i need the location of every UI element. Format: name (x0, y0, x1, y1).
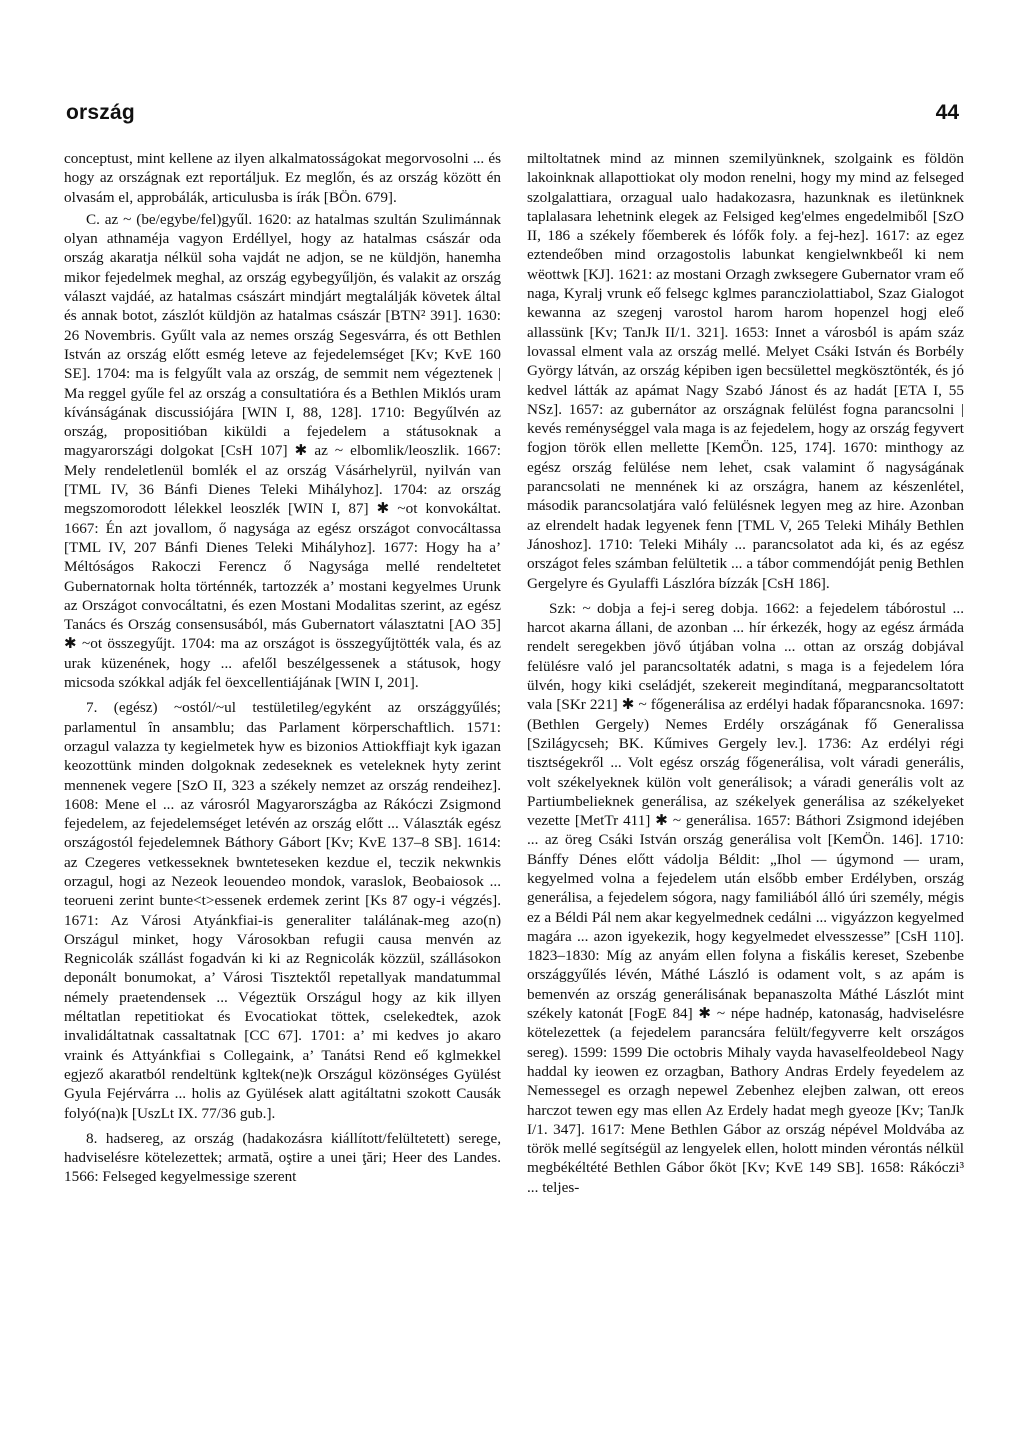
paragraph: C. az ~ (be/egybe/fel)gyűl. 1620: az hatalmas szultán Szulimánnak olyan athnaméja vagyon Erdéllyel, hogy az hatalmas császár oda ország akaratja nélkül soha vajdát ne adjon, se ne küldjön, hanemha mikor fejedelmek meghal, az ország egybegyűljön, és valakit az ország választ vajdáé, az hatalmas császárt mindjárt megtalálják követek által és annak botot, zászlót küldjön az hatalmas császár [BTN² 391]. 1630: 26 Novembris. Gyűlt vala az nemes ország Segesvárra, és ott Bethlen István az ország előtt esmég leteve az fejedelemséget [Kv; KvE 160 SE]. 1704: ma is felgyűlt vala az ország, de semmit nem végeztenek | Ma reggel gyűle fel az ország a consultatióra és a Bethlen Miklós uram kívánságának discussiójára [WIN I, 88, 128]. 1710: Begyűlvén az ország, propositióban kiküldi a fejedelem a státusoknak a magyarországi dolgokat [CsH 107] ✱ az ~ elbomlik/leoszlik. 1667: Mely rendeletlenül bomlék el az ország Vásárhelyrül, nyilván van [TML IV, 36 Bánfi Dienes Teleki Mihályhoz]. 1704: az ország megszomorodott lélekkel leoszlék [WIN I, 87] ✱ ~ot konvokáltat. 1667: Én azt jovallom, ő nagysága az egész országot convocáltassa [TML IV, 207 Bánfi Dienes Teleki Mihályhoz]. 1677: Hogy ha a’ Méltóságos Rakoczi Ferencz ő Nagysága mellé rendeltetet Gubernatornak holta történnék, tartozzék a’ mostani kegyelmes Urunk az Országot convocáltatni, és ezen Mostani Modalitas szerint, az egész Tanács és Ország consensusából, más Gubernatort választatni [AO 35] ✱ ~ot összegyűjt. 1704: ma az országot is összegyűjtötték vala, és az urak küzenének, hogy ... afelől beszélgessenek a státusok, hogy micsoda szókkal adják fel öexcellentiájának [WIN I, 201]. (64, 210, 501, 692)
paragraph: 7. (egész) ~ostól/~ul testületileg/egyként az országgyűlés; parlamentul în ansamblu; das Parlament körperschaftlich. 1571: orzagul valazza ty kegielmetek hyw es bizonios Attiokffiajt kyk igazan keozottünk minden dolgoknak zedeseknek es veteleknek hyty zerint mennenek vegere [SzO II, 323 a székely nemzet az ország rendeihez]. 1608: Mene el ... az városról Magyarországba az Rákóczi Zsigmond fejedelem, az fejedelemséget letévén az ország előtt ... Választák egész országostól fejedelemnek Báthory Gábort [Kv; KvE 137–8 SB]. 1614: az Czegeres vetkesseknek bwnteteseken kezdue el, teczik nekwnkis orzagul, hogi az Nezeok leouendeo mondok, varaslok, Beobaiosok ... teorueni zerint bunte<t>essenek erdemek zerint [Ks 87 ogy-i végzés]. 1671: Az Városi Atyánkfiai-is generaliter találának-meg azo(n) Országul minket, hogy Városokban refugii causa menvén az Regnicolák szállást fogadván ki ki az Regnicolák közzül, szállásokon deponált bonumokat, a’ Városi Tisztektől repetallyak mandatummal némely praetendensek ... Végeztük Országul hogy az kik illyen méltatlan repetitiokat és Evocatiokat töttek, cselekedtek, azok invalidáltatnak cassaltatnak [CC 67]. 1701: a’ mi kedves jo akaro vraink és Attyánkfiai s Collegaink, a’ Tanátsi Rend eő kglmekkel egjező akaratból rendeltünk kgltek(ne)k Országul közönséges Gyülést Gyula Fejérvárra ... holis az Gyülések alatt agitáltatni szokott Causák folyó(na)k [UszLt IX. 77/36 gub.]. (64, 699, 501, 1122)
paragraph: conceptust, mint kellene az ilyen alkalmatosságokat megorvosolni ... és hogy az országnak ezt reportáljuk. Ez meglőn, és az ország között én olvasám el, approbálák, articulusba is írák [BÖn. 679]. (64, 150, 501, 206)
left-column (64, 149, 501, 1187)
right-column (527, 149, 964, 1197)
paragraph: miltoltatnek mind az minnen szemilyünknek, szolgaink es földön lakoinknak allapottiokat oly modon renelni, hogy my mind az felseged szolgalattiara, orzagual ualo hadakozasra, hazunknak es iletünknek taplalasara lehetnink elegek az Felsiged keg'elmes engedelmiből [SzO II, 186 a székely főemberek és lófők foly. a fej-hez]. 1617: az egez eztendeőben mind orzagostolis labunkat kengielwnkbeől ki nem wёottwk [KJ]. 1621: az mostani Orzagh zwksegere Gubernator vram eő naga, Kyralj vrunk eő felsegc kglmes parancziolattiabol, Szaz Gialogot kewanna az szegenj varostol harom harom hopenzel hogj eleő allassünk [Kv; TanJk II/1. 321]. 1653: Innet a városból is apám száz lovassal elment vala az ország mellé. Melyet Csáki István és Borbély György látván, az ország képiben igen becsülettel megkösztönték, és jó kedvel látták az apámat Nagy Szabó Jánost és az hadát [ETA I, 55 NSz]. 1657: az gubernátor az országnak felülést fogna parancsolni | kevés reménységgel vala maga is az fejedelem, hogy az ország fegyvert fogjon török ellen mellette [KemÖn. 125, 174]. 1670: minthogy az egész ország felülése nem lehet, csak valamint ő nagyságának parancsolati ne mennének ki az országra, hanem az készenlétel, második parancsolatjára való felülésnek legyen meg az hire. Azonban az elrendelt hadak legyenek fenn [TML V, 265 Teleki Mihály Bethlen Jánoshoz]. 1710: Teleki Mihály ... parancsolatot ada ki, és az egész országot feles számban felültetik ... a tábor commendóját penig Bethlen Gergelyre és Gyulaffi Lászlóra bízzák [CsH 186]. (527, 150, 964, 592)
paragraph: 8. hadsereg, az ország (hadakozásra kiállított/felültetett) serege, hadviselésre kötelezettek; armată, oştire a unei ţări; Heer des Landes. 1566: Felseged kegyelmessige szerent (64, 1129, 501, 1186)
paragraph: Szk: ~ dobja a fej-i sereg dobja. 1662: a fejedelem tábórostul ... harcot akarna állani, de azonban ... hír érkezék, hogy az egész ármáda rendelt seregekben jövő útjában volna ... ottan az ország dobjával felülésre való jel parancsoltaték adatni, s maga is a fejedelem lóra ülvén, hogy kiki cseládjét, szekereit megindítaná, megparancsoltatott vala [SKr 221] ✱ ~ főgenerálisa az erdélyi hadak főparancsnoka. 1697: (Bethlen Gergely) Nemes Erdély országának fő Generalissa [Szilágycseh; BK. Kűmives Gergely lev.]. 1736: Az erdélyi régi tisztségekről ... Volt egész ország főgenerálisa, volt váradi generális, volt székelyeknek külön volt generálisok; a váradi generális volt az Partiumbelieknek generálisa, az székelyek generálisa az székelyeket vezette [MetTr 411] ✱ ~ generálisa. 1657: Báthori Zsigmond idejében ... az öreg Csáki István ország generálisa volt [KemÖn. 146]. 1710: Bánffy Dénes előtt vádolja Béldit: „Ihol — úgymond — uram, kegyelmed volna a fejedelem után elsőbb ember Erdélyben, ország generálisa, a fejedelem sógora, nagy familiából álló úri személy, mégis ez a Béldi Pál nem akar kegyelmednek cedálni ... vigyázzon kegyelmed magára ... azon igyekezik, hogy kegyelmedet elvesszesse” [CsH 110]. 1823–1830: Míg az anyám ellen folyna a fiskális kereset, Szebenbe országgyűlés lévén, Máthé László is odament volt, s az apám is bemenvén az ország generálisának bepanaszolta Máthé Lászlót mint székely katonát [FogE 84] ✱ ~ népe hadnép, katonaság, hadviselésre kötelezettek (a fejedelem parancsára felült/fegyverre kelt országos sereg). 1599: 1599 Die octobris Mihaly vayda havaselfeoldebeol Nagy haddal ky ieowen ez orzagban, Bathory Andras Erdely feyedelem az Nemessegel es orzagh nepewel Zebenhez elejben zalwan, ott ereos harczot tewen egy mas ellen Az Erdely hadat megh gyeoze [Kv; TanJk I/1. 347]. 1617: Mene Bethlen Gábor az ország népével Moldvába az török mellé segítségül az lengyelek ellen, holott minden vérontás nélkül megbékéltété Bethlen Gábor őköt [Kv; KvE 149 SB]. 1658: Rákóczi³ ... teljes- (527, 599, 964, 1196)
page-number: 44 (935, 101, 959, 124)
header-word: ország (66, 101, 135, 124)
